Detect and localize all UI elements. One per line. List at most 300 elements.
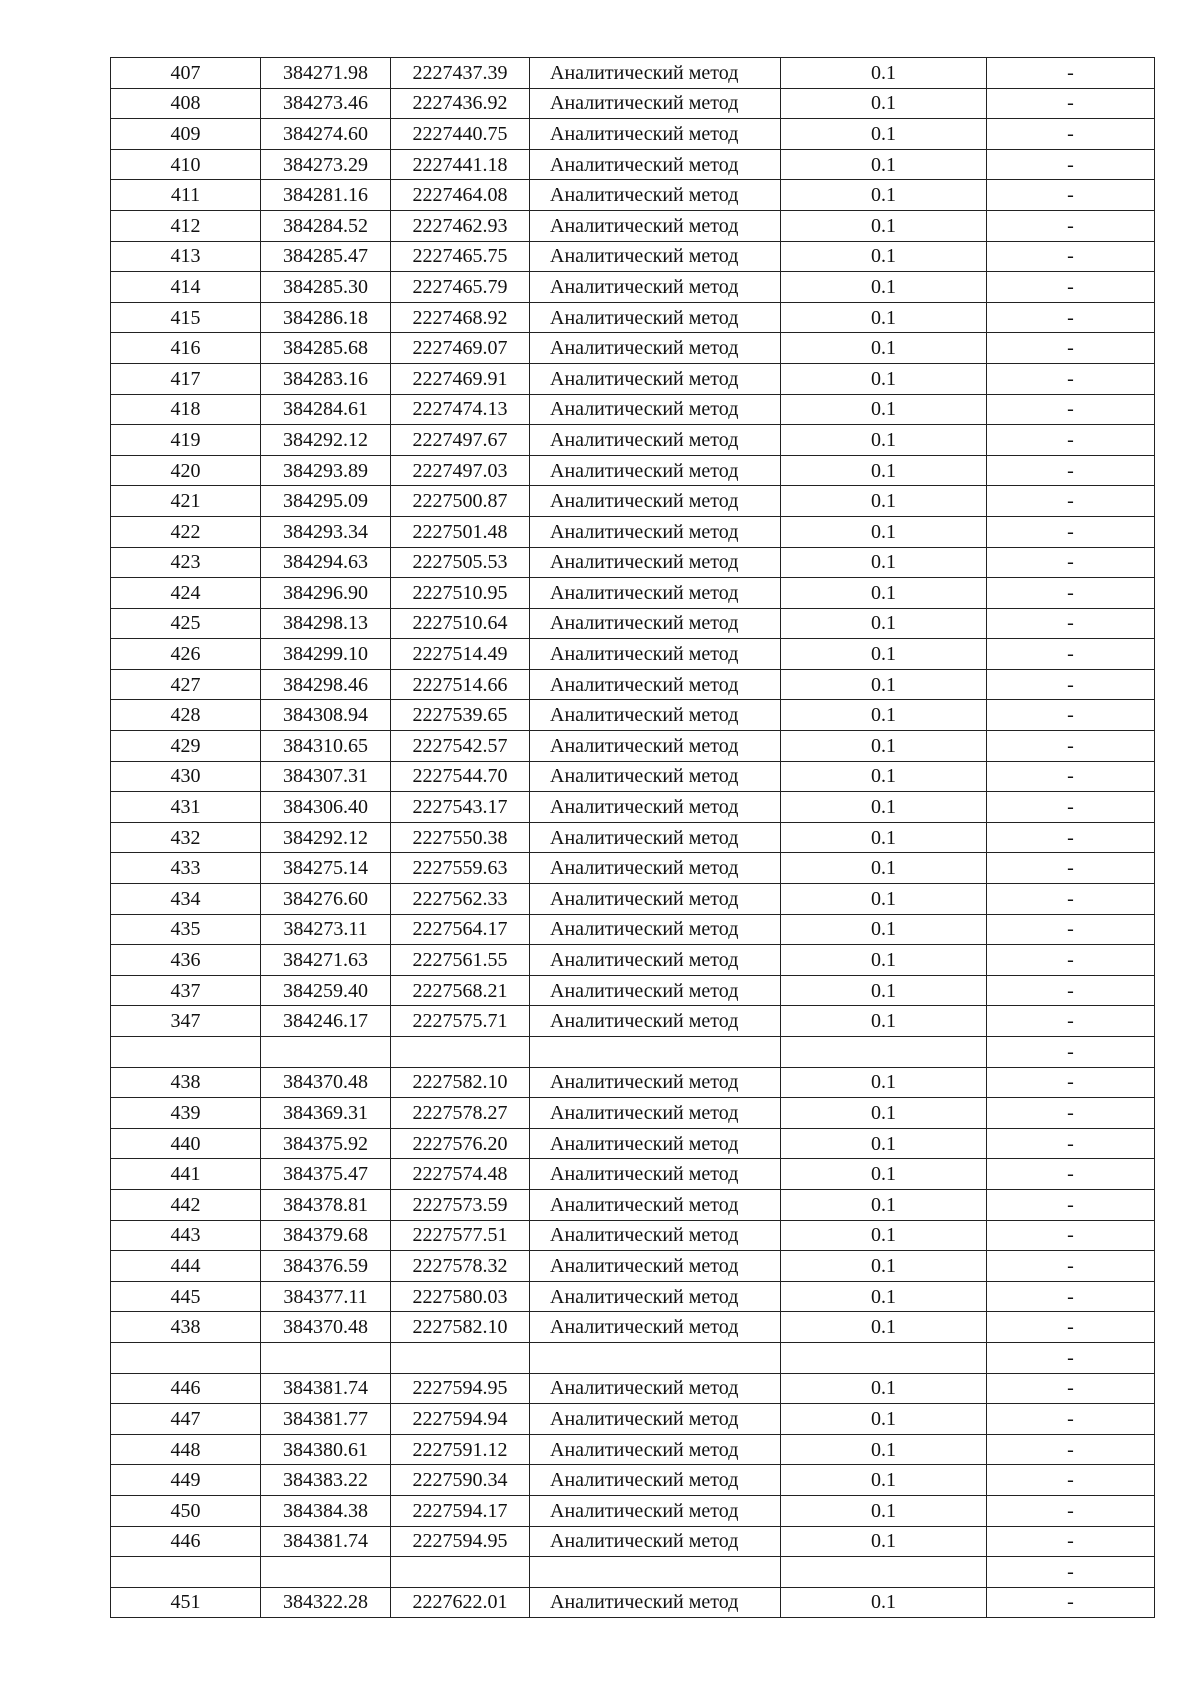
table-row (111, 1465, 1155, 1496)
note-cell: - (987, 884, 1155, 915)
table-row (111, 639, 1155, 670)
method-cell: Аналитический метод (530, 180, 781, 211)
note-cell: - (987, 1495, 1155, 1526)
accuracy-cell: 0.1 (781, 1189, 987, 1220)
x-coordinate-cell: 384293.34 (261, 516, 391, 547)
x-coordinate-cell: 384377.11 (261, 1281, 391, 1312)
coordinates-table (110, 57, 1155, 1618)
note-cell: - (987, 1587, 1155, 1618)
table-row (111, 1159, 1155, 1190)
point-number-cell: 428 (111, 700, 261, 731)
x-coordinate-cell (261, 1037, 391, 1068)
method-cell: Аналитический метод (530, 1434, 781, 1465)
note-cell: - (987, 669, 1155, 700)
table-row (111, 1189, 1155, 1220)
accuracy-cell: 0.1 (781, 608, 987, 639)
y-coordinate-cell: 2227464.08 (391, 180, 530, 211)
x-coordinate-cell (261, 1557, 391, 1588)
method-cell (530, 1342, 781, 1373)
point-number-cell: 437 (111, 975, 261, 1006)
method-cell: Аналитический метод (530, 394, 781, 425)
accuracy-cell: 0.1 (781, 302, 987, 333)
note-cell: - (987, 1465, 1155, 1496)
x-coordinate-cell: 384298.13 (261, 608, 391, 639)
y-coordinate-cell: 2227564.17 (391, 914, 530, 945)
x-coordinate-cell: 384370.48 (261, 1312, 391, 1343)
x-coordinate-cell: 384295.09 (261, 486, 391, 517)
y-coordinate-cell: 2227497.67 (391, 425, 530, 456)
y-coordinate-cell: 2227437.39 (391, 58, 530, 89)
method-cell: Аналитический метод (530, 149, 781, 180)
x-coordinate-cell: 384284.61 (261, 394, 391, 425)
method-cell: Аналитический метод (530, 516, 781, 547)
method-cell: Аналитический метод (530, 731, 781, 762)
point-number-cell: 441 (111, 1159, 261, 1190)
table-row (111, 1587, 1155, 1618)
table-row (111, 1312, 1155, 1343)
point-number-cell: 410 (111, 149, 261, 180)
note-cell: - (987, 516, 1155, 547)
table-row (111, 822, 1155, 853)
x-coordinate-cell: 384306.40 (261, 792, 391, 823)
y-coordinate-cell: 2227622.01 (391, 1587, 530, 1618)
table-row (111, 210, 1155, 241)
y-coordinate-cell: 2227575.71 (391, 1006, 530, 1037)
x-coordinate-cell: 384369.31 (261, 1098, 391, 1129)
note-cell: - (987, 1404, 1155, 1435)
accuracy-cell: 0.1 (781, 394, 987, 425)
y-coordinate-cell: 2227542.57 (391, 731, 530, 762)
method-cell: Аналитический метод (530, 1128, 781, 1159)
y-coordinate-cell: 2227582.10 (391, 1067, 530, 1098)
method-cell: Аналитический метод (530, 1465, 781, 1496)
point-number-cell: 450 (111, 1495, 261, 1526)
table-row (111, 302, 1155, 333)
point-number-cell: 438 (111, 1067, 261, 1098)
point-number-cell: 430 (111, 761, 261, 792)
table-row (111, 975, 1155, 1006)
note-cell: - (987, 1067, 1155, 1098)
point-number-cell: 413 (111, 241, 261, 272)
point-number-cell: 347 (111, 1006, 261, 1037)
x-coordinate-cell: 384376.59 (261, 1251, 391, 1282)
y-coordinate-cell: 2227510.64 (391, 608, 530, 639)
y-coordinate-cell: 2227441.18 (391, 149, 530, 180)
accuracy-cell: 0.1 (781, 1098, 987, 1129)
table-row (111, 1526, 1155, 1557)
note-cell: - (987, 608, 1155, 639)
accuracy-cell: 0.1 (781, 455, 987, 486)
table-row (111, 914, 1155, 945)
y-coordinate-cell: 2227561.55 (391, 945, 530, 976)
y-coordinate-cell: 2227510.95 (391, 578, 530, 609)
accuracy-cell: 0.1 (781, 975, 987, 1006)
table-row (111, 394, 1155, 425)
point-number-cell: 427 (111, 669, 261, 700)
note-cell: - (987, 1251, 1155, 1282)
note-cell: - (987, 761, 1155, 792)
y-coordinate-cell: 2227562.33 (391, 884, 530, 915)
note-cell: - (987, 486, 1155, 517)
x-coordinate-cell: 384307.31 (261, 761, 391, 792)
accuracy-cell: 0.1 (781, 1067, 987, 1098)
note-cell: - (987, 210, 1155, 241)
note-cell: - (987, 1312, 1155, 1343)
method-cell: Аналитический метод (530, 1006, 781, 1037)
accuracy-cell: 0.1 (781, 1526, 987, 1557)
y-coordinate-cell: 2227469.07 (391, 333, 530, 364)
x-coordinate-cell: 384381.74 (261, 1373, 391, 1404)
table-row (111, 1495, 1155, 1526)
note-cell: - (987, 578, 1155, 609)
note-cell: - (987, 1342, 1155, 1373)
table-row (111, 1006, 1155, 1037)
table-row (111, 1128, 1155, 1159)
y-coordinate-cell: 2227468.92 (391, 302, 530, 333)
y-coordinate-cell (391, 1557, 530, 1588)
x-coordinate-cell: 384310.65 (261, 731, 391, 762)
point-number-cell: 446 (111, 1526, 261, 1557)
method-cell: Аналитический метод (530, 884, 781, 915)
x-coordinate-cell: 384271.63 (261, 945, 391, 976)
point-number-cell: 420 (111, 455, 261, 486)
table-row (111, 1404, 1155, 1435)
point-number-cell: 439 (111, 1098, 261, 1129)
y-coordinate-cell: 2227474.13 (391, 394, 530, 425)
y-coordinate-cell: 2227501.48 (391, 516, 530, 547)
accuracy-cell: 0.1 (781, 945, 987, 976)
accuracy-cell: 0.1 (781, 853, 987, 884)
note-cell: - (987, 1159, 1155, 1190)
accuracy-cell: 0.1 (781, 1006, 987, 1037)
method-cell: Аналитический метод (530, 241, 781, 272)
method-cell (530, 1037, 781, 1068)
accuracy-cell: 0.1 (781, 1404, 987, 1435)
method-cell: Аналитический метод (530, 1281, 781, 1312)
y-coordinate-cell: 2227497.03 (391, 455, 530, 486)
accuracy-cell: 0.1 (781, 425, 987, 456)
point-number-cell: 418 (111, 394, 261, 425)
point-number-cell: 411 (111, 180, 261, 211)
accuracy-cell: 0.1 (781, 1587, 987, 1618)
coordinates-table-body (111, 58, 1155, 1618)
y-coordinate-cell: 2227469.91 (391, 363, 530, 394)
table-row (111, 578, 1155, 609)
point-number-cell: 424 (111, 578, 261, 609)
accuracy-cell (781, 1342, 987, 1373)
note-cell: - (987, 1373, 1155, 1404)
x-coordinate-cell: 384276.60 (261, 884, 391, 915)
method-cell: Аналитический метод (530, 210, 781, 241)
y-coordinate-cell: 2227578.27 (391, 1098, 530, 1129)
y-coordinate-cell: 2227574.48 (391, 1159, 530, 1190)
table-row (111, 333, 1155, 364)
table-row (111, 241, 1155, 272)
method-cell: Аналитический метод (530, 975, 781, 1006)
x-coordinate-cell: 384273.29 (261, 149, 391, 180)
table-row (111, 455, 1155, 486)
accuracy-cell (781, 1037, 987, 1068)
x-coordinate-cell: 384284.52 (261, 210, 391, 241)
x-coordinate-cell: 384298.46 (261, 669, 391, 700)
accuracy-cell: 0.1 (781, 516, 987, 547)
point-number-cell: 429 (111, 731, 261, 762)
point-number-cell: 419 (111, 425, 261, 456)
note-cell: - (987, 914, 1155, 945)
accuracy-cell: 0.1 (781, 700, 987, 731)
x-coordinate-cell: 384375.47 (261, 1159, 391, 1190)
accuracy-cell: 0.1 (781, 119, 987, 150)
note-cell: - (987, 394, 1155, 425)
y-coordinate-cell: 2227594.17 (391, 1495, 530, 1526)
point-number-cell: 440 (111, 1128, 261, 1159)
table-row (111, 853, 1155, 884)
accuracy-cell: 0.1 (781, 669, 987, 700)
note-cell: - (987, 639, 1155, 670)
accuracy-cell: 0.1 (781, 547, 987, 578)
x-coordinate-cell: 384273.11 (261, 914, 391, 945)
x-coordinate-cell: 384275.14 (261, 853, 391, 884)
table-row (111, 425, 1155, 456)
point-number-cell: 445 (111, 1281, 261, 1312)
table-row (111, 700, 1155, 731)
x-coordinate-cell: 384383.22 (261, 1465, 391, 1496)
point-number-cell: 436 (111, 945, 261, 976)
point-number-cell (111, 1037, 261, 1068)
x-coordinate-cell: 384380.61 (261, 1434, 391, 1465)
y-coordinate-cell: 2227591.12 (391, 1434, 530, 1465)
table-row (111, 180, 1155, 211)
point-number-cell: 435 (111, 914, 261, 945)
table-row (111, 1251, 1155, 1282)
accuracy-cell (781, 1557, 987, 1588)
x-coordinate-cell: 384273.46 (261, 88, 391, 119)
x-coordinate-cell: 384281.16 (261, 180, 391, 211)
method-cell: Аналитический метод (530, 1189, 781, 1220)
accuracy-cell: 0.1 (781, 914, 987, 945)
table-row (111, 669, 1155, 700)
x-coordinate-cell: 384296.90 (261, 578, 391, 609)
x-coordinate-cell: 384370.48 (261, 1067, 391, 1098)
point-number-cell: 407 (111, 58, 261, 89)
method-cell: Аналитический метод (530, 272, 781, 303)
point-number-cell: 432 (111, 822, 261, 853)
note-cell: - (987, 700, 1155, 731)
table-row (111, 945, 1155, 976)
point-number-cell: 443 (111, 1220, 261, 1251)
accuracy-cell: 0.1 (781, 241, 987, 272)
point-number-cell: 408 (111, 88, 261, 119)
table-row (111, 547, 1155, 578)
table-row (111, 363, 1155, 394)
x-coordinate-cell: 384308.94 (261, 700, 391, 731)
accuracy-cell: 0.1 (781, 333, 987, 364)
method-cell: Аналитический метод (530, 945, 781, 976)
y-coordinate-cell: 2227559.63 (391, 853, 530, 884)
accuracy-cell: 0.1 (781, 1220, 987, 1251)
note-cell: - (987, 58, 1155, 89)
x-coordinate-cell (261, 1342, 391, 1373)
note-cell: - (987, 1281, 1155, 1312)
method-cell: Аналитический метод (530, 1404, 781, 1435)
note-cell: - (987, 547, 1155, 578)
y-coordinate-cell (391, 1342, 530, 1373)
method-cell: Аналитический метод (530, 914, 781, 945)
y-coordinate-cell: 2227578.32 (391, 1251, 530, 1282)
point-number-cell: 414 (111, 272, 261, 303)
x-coordinate-cell: 384246.17 (261, 1006, 391, 1037)
method-cell: Аналитический метод (530, 822, 781, 853)
note-cell: - (987, 363, 1155, 394)
y-coordinate-cell: 2227544.70 (391, 761, 530, 792)
x-coordinate-cell: 384292.12 (261, 425, 391, 456)
note-cell: - (987, 1189, 1155, 1220)
note-cell: - (987, 425, 1155, 456)
method-cell: Аналитический метод (530, 363, 781, 394)
accuracy-cell: 0.1 (781, 1434, 987, 1465)
x-coordinate-cell: 384378.81 (261, 1189, 391, 1220)
y-coordinate-cell: 2227594.94 (391, 1404, 530, 1435)
point-number-cell: 444 (111, 1251, 261, 1282)
table-row (111, 1067, 1155, 1098)
point-number-cell: 448 (111, 1434, 261, 1465)
x-coordinate-cell: 384292.12 (261, 822, 391, 853)
note-cell: - (987, 945, 1155, 976)
x-coordinate-cell: 384285.30 (261, 272, 391, 303)
note-cell: - (987, 1557, 1155, 1588)
x-coordinate-cell: 384375.92 (261, 1128, 391, 1159)
point-number-cell: 425 (111, 608, 261, 639)
accuracy-cell: 0.1 (781, 58, 987, 89)
table-row (111, 58, 1155, 89)
note-cell: - (987, 1006, 1155, 1037)
accuracy-cell: 0.1 (781, 88, 987, 119)
accuracy-cell: 0.1 (781, 1281, 987, 1312)
y-coordinate-cell: 2227514.66 (391, 669, 530, 700)
table-row (111, 1037, 1155, 1068)
accuracy-cell: 0.1 (781, 884, 987, 915)
point-number-cell: 431 (111, 792, 261, 823)
note-cell: - (987, 792, 1155, 823)
y-coordinate-cell: 2227550.38 (391, 822, 530, 853)
note-cell: - (987, 241, 1155, 272)
point-number-cell: 426 (111, 639, 261, 670)
note-cell: - (987, 1434, 1155, 1465)
method-cell: Аналитический метод (530, 1251, 781, 1282)
note-cell: - (987, 180, 1155, 211)
x-coordinate-cell: 384294.63 (261, 547, 391, 578)
point-number-cell: 433 (111, 853, 261, 884)
method-cell: Аналитический метод (530, 1526, 781, 1557)
note-cell: - (987, 1526, 1155, 1557)
accuracy-cell: 0.1 (781, 578, 987, 609)
accuracy-cell: 0.1 (781, 210, 987, 241)
method-cell: Аналитический метод (530, 333, 781, 364)
y-coordinate-cell: 2227440.75 (391, 119, 530, 150)
table-row (111, 516, 1155, 547)
point-number-cell: 412 (111, 210, 261, 241)
y-coordinate-cell: 2227465.75 (391, 241, 530, 272)
x-coordinate-cell: 384299.10 (261, 639, 391, 670)
accuracy-cell: 0.1 (781, 822, 987, 853)
method-cell: Аналитический метод (530, 669, 781, 700)
table-row (111, 1373, 1155, 1404)
y-coordinate-cell: 2227594.95 (391, 1526, 530, 1557)
note-cell: - (987, 1098, 1155, 1129)
table-row (111, 792, 1155, 823)
table-row (111, 88, 1155, 119)
table-row (111, 1281, 1155, 1312)
method-cell: Аналитический метод (530, 425, 781, 456)
x-coordinate-cell: 384285.47 (261, 241, 391, 272)
method-cell: Аналитический метод (530, 761, 781, 792)
point-number-cell: 409 (111, 119, 261, 150)
accuracy-cell: 0.1 (781, 363, 987, 394)
accuracy-cell: 0.1 (781, 1495, 987, 1526)
point-number-cell (111, 1557, 261, 1588)
note-cell: - (987, 1037, 1155, 1068)
x-coordinate-cell: 384259.40 (261, 975, 391, 1006)
note-cell: - (987, 333, 1155, 364)
y-coordinate-cell: 2227568.21 (391, 975, 530, 1006)
y-coordinate-cell: 2227590.34 (391, 1465, 530, 1496)
method-cell: Аналитический метод (530, 455, 781, 486)
method-cell (530, 1557, 781, 1588)
table-row (111, 1342, 1155, 1373)
accuracy-cell: 0.1 (781, 792, 987, 823)
note-cell: - (987, 731, 1155, 762)
note-cell: - (987, 88, 1155, 119)
table-row (111, 1098, 1155, 1129)
note-cell: - (987, 853, 1155, 884)
y-coordinate-cell: 2227539.65 (391, 700, 530, 731)
point-number-cell: 417 (111, 363, 261, 394)
y-coordinate-cell: 2227576.20 (391, 1128, 530, 1159)
y-coordinate-cell (391, 1037, 530, 1068)
y-coordinate-cell: 2227500.87 (391, 486, 530, 517)
point-number-cell: 451 (111, 1587, 261, 1618)
accuracy-cell: 0.1 (781, 180, 987, 211)
table-row (111, 608, 1155, 639)
method-cell: Аналитический метод (530, 547, 781, 578)
accuracy-cell: 0.1 (781, 1312, 987, 1343)
accuracy-cell: 0.1 (781, 639, 987, 670)
method-cell: Аналитический метод (530, 1159, 781, 1190)
method-cell: Аналитический метод (530, 88, 781, 119)
y-coordinate-cell: 2227573.59 (391, 1189, 530, 1220)
method-cell: Аналитический метод (530, 1312, 781, 1343)
note-cell: - (987, 822, 1155, 853)
point-number-cell: 423 (111, 547, 261, 578)
method-cell: Аналитический метод (530, 1495, 781, 1526)
table-row (111, 1220, 1155, 1251)
method-cell: Аналитический метод (530, 486, 781, 517)
method-cell: Аналитический метод (530, 792, 781, 823)
note-cell: - (987, 455, 1155, 486)
point-number-cell: 447 (111, 1404, 261, 1435)
method-cell: Аналитический метод (530, 1587, 781, 1618)
accuracy-cell: 0.1 (781, 761, 987, 792)
method-cell: Аналитический метод (530, 302, 781, 333)
method-cell: Аналитический метод (530, 1098, 781, 1129)
note-cell: - (987, 1128, 1155, 1159)
note-cell: - (987, 149, 1155, 180)
x-coordinate-cell: 384379.68 (261, 1220, 391, 1251)
point-number-cell: 421 (111, 486, 261, 517)
accuracy-cell: 0.1 (781, 1159, 987, 1190)
point-number-cell: 422 (111, 516, 261, 547)
table-row (111, 761, 1155, 792)
